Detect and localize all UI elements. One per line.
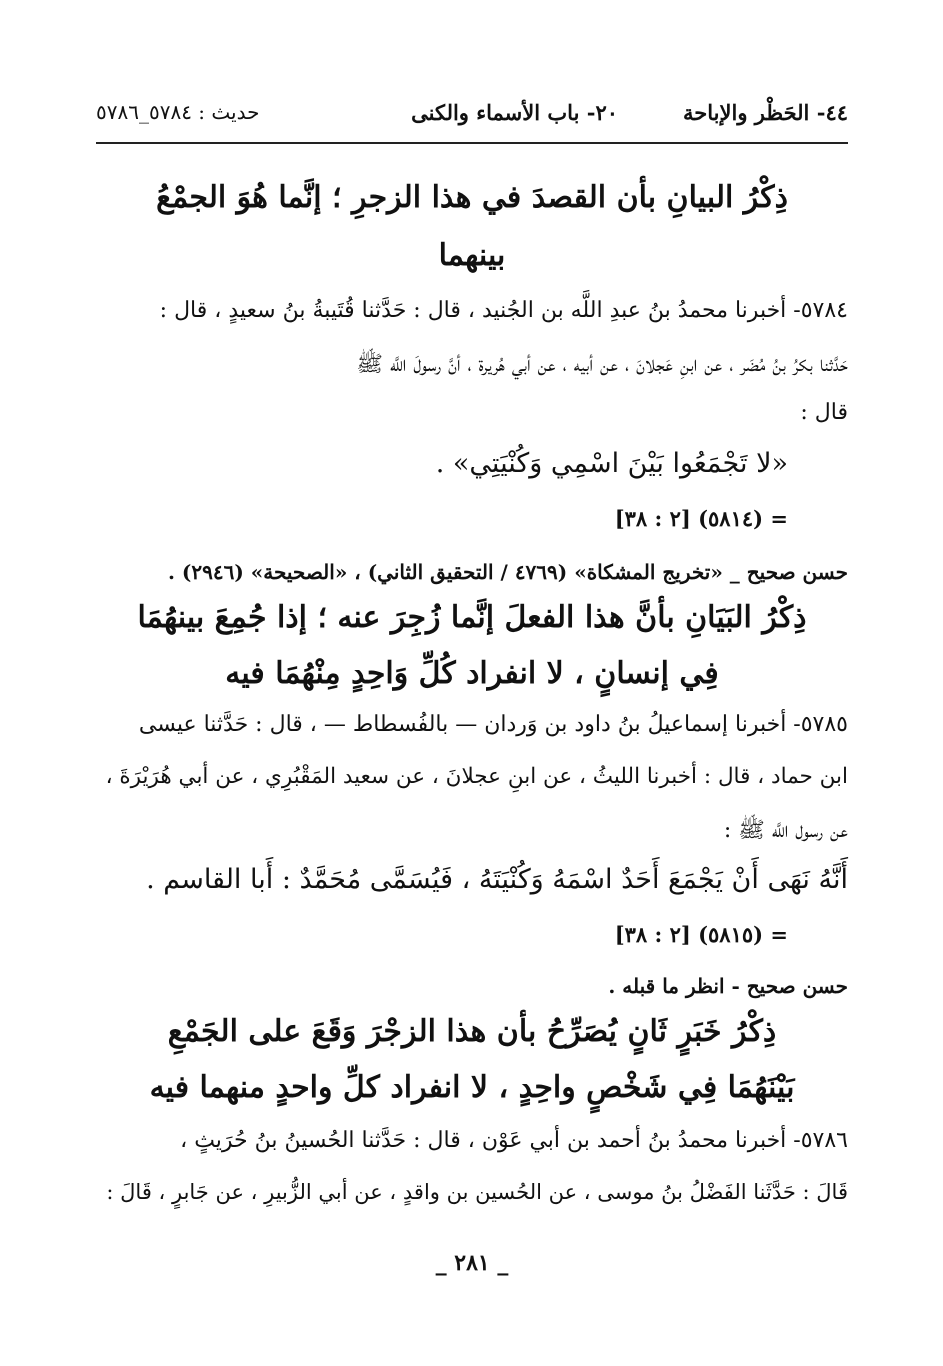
section2-heading-line2: فِي إنسانٍ ، لا انفراد كُلِّ وَاحِدٍ مِنْهُمَا فيه <box>225 656 719 691</box>
book-title: ٤٤- الحَظْر والإباحة <box>683 100 848 125</box>
hadith-5785-grade: حسن صحيح - انظر ما قبله . <box>608 974 848 998</box>
hadith-5785-line2: ابن حماد ، قال : أخبرنا الليثُ ، عن ابنِ عجلانَ ، عن سعيد المَقْبُرِي ، عن أبي هُرَيْرَةَ ، <box>105 764 848 789</box>
section3-heading-line1: ذِكْرُ خَبَرٍ ثَانٍ يُصَرِّحُ بأن هذا الزجْرَ وَقَعَ على الجَمْعِ <box>167 1014 777 1049</box>
section1-heading-line2: بينهما <box>438 238 506 273</box>
hadith-5785-text: أَنَّهُ نَهَى أَنْ يَجْمَعَ أَحَدٌ اسْمَهُ وَكُنْيَتَهُ ، فَيُسَمَّى مُحَمَّدٌ : أَبا القاسم . <box>146 864 848 895</box>
hadith-5784-ref: = (٥٨١٤) [٢ : ٣٨] <box>614 506 788 531</box>
hadith-5784-grade: حسن صحيح _ «تخريج المشكاة» (٤٧٦٩ / التحقيق الثاني) ، «الصحيحة» (٢٩٤٦) . <box>167 560 848 584</box>
hadith-5784-line2: حَدَّثنا بكرُ بنُ مُضَر ، عن ابنِ عَجلانَ ، عن أبيه ، عن أبي هُريرة ، أنَّ رسولَ اللَّه ﷺ <box>356 352 848 377</box>
hadith-5785-line1: ٥٧٨٥- أخبرنا إسماعيلُ بنُ داود بن وَردان — بالفُسطاط — ، قال : حَدَّثنا عيسى <box>138 712 848 737</box>
hadith-5785-line3: عن رسول اللَّه ﷺ : <box>723 818 848 843</box>
section3-heading-line2: بَيْنَهُمَا فِي شَخْصٍ واحِدٍ ، لا انفراد كلِّ واحدٍ منهما فيه <box>149 1070 795 1105</box>
hadith-range: حديث : ٥٧٨٤_٥٧٨٦ <box>96 100 260 124</box>
section1-heading-line1: ذِكْرُ البيانِ بأن القصدَ في هذا الزجرِ ؛ إنَّما هُوَ الجمْعُ <box>156 180 788 215</box>
section2-heading-line1: ذِكْرُ البَيَانِ بأنَّ هذا الفعلَ إنَّما زُجِرَ عنه ؛ إذا جُمِعَ بينهُمَا <box>137 600 807 635</box>
hadith-5786-line1: ٥٧٨٦- أخبرنا محمدُ بنُ أحمد بن أبي عَوْن ، قال : حَدَّثنا الحُسينُ بنُ حُرَيثٍ ، <box>180 1128 848 1153</box>
hadith-5785-ref: = (٥٨١٥) [٢ : ٣٨] <box>614 922 788 947</box>
header-rule <box>96 142 848 144</box>
hadith-5786-line2: قَالَ : حَدَّثَنا الفَضْلُ بنُ موسى ، عن الحُسين بن واقدٍ ، عن أبي الزُّبيرِ ، عن جَابرٍ ، قَالَ : <box>106 1180 848 1204</box>
chapter-title: ٢٠- باب الأسماء والكنى <box>411 100 618 125</box>
book-page <box>96 0 848 1366</box>
hadith-5784-text: «لا تَجْمَعُوا بَيْنَ اسْمِي وَكُنْيَتِي» . <box>435 448 788 479</box>
page-number: _ ٢٨١ _ <box>435 1250 509 1276</box>
hadith-5784-line1: ٥٧٨٤- أخبرنا محمدُ بنُ عبدِ اللَّه بن الجُنيد ، قال : حَدَّثنا قُتَيبةُ بنُ سعيدٍ ، قال : <box>159 298 848 323</box>
hadith-5784-line3: قال : <box>800 400 848 425</box>
running-header <box>96 100 848 140</box>
